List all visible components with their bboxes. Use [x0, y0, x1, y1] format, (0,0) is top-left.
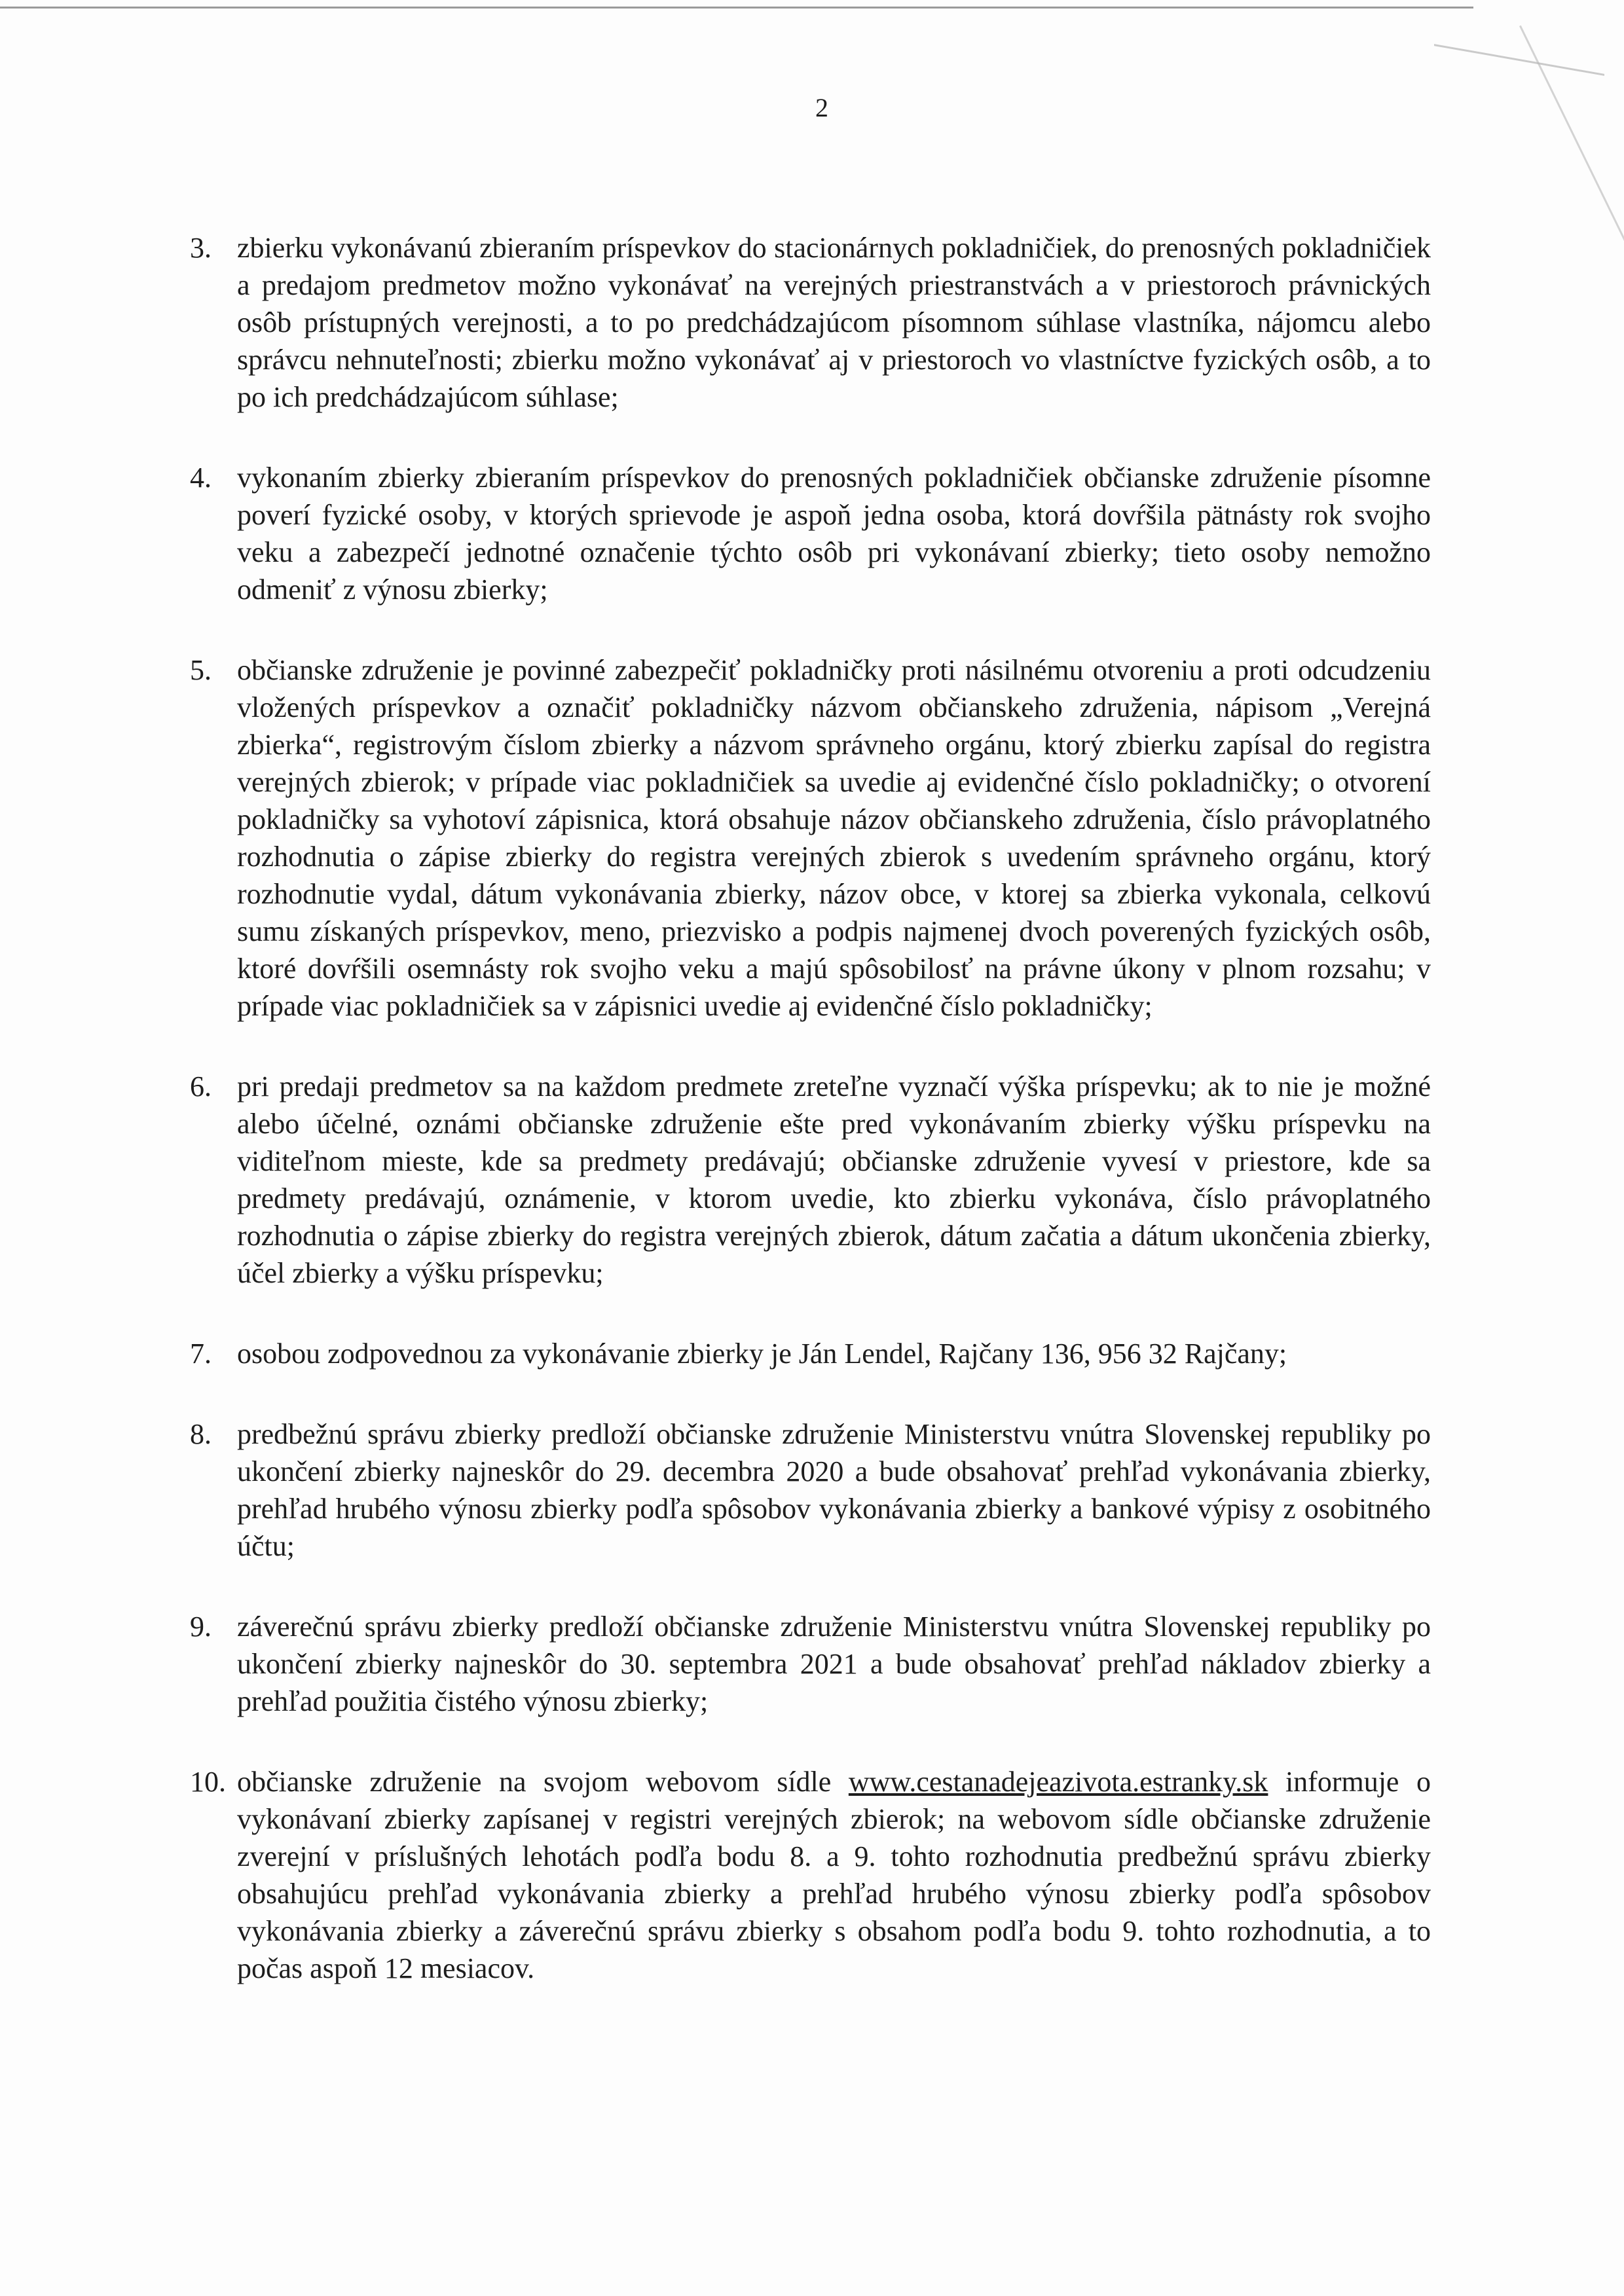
list-item-8: [190, 1415, 1431, 1565]
list-item-9: [190, 1608, 1431, 1720]
list-item-7: [190, 1335, 1431, 1372]
list-item-5: [190, 651, 1431, 1025]
list-item-6: [190, 1068, 1431, 1292]
item-number: 4.: [190, 462, 212, 494]
item-number: 3.: [190, 232, 212, 264]
website-link[interactable]: www.cestanadejeazivota.estranky.sk: [848, 1766, 1268, 1798]
document-body: [190, 229, 1431, 2030]
item-number: 7.: [190, 1338, 212, 1370]
item-text: vykonaním zbierky zbieraním príspevkov do prenosných pokladničiek občianske združenie písomne poverí fyzické osoby, v ktorých sprievode je aspoň jedna osoba, ktorá dovŕšila pätnásty rok svojho veku a zabezpečí jednotné označenie týchto osôb pri vykonávaní zbierky; tieto osoby nemožno odmeniť z výnosu zbierky;: [237, 462, 1431, 606]
item-number: 8.: [190, 1418, 212, 1450]
item-text: zbierku vykonávanú zbieraním príspevkov do stacionárnych pokladničiek, do prenosných pokladničiek a predajom predmetov možno vykonávať na verejných priestranstvách a v priestoroch právnických osôb prístupných verejnosti, a to po predchádzajúcom písomnom súhlase vlastníka, nájomcu alebo správcu nehnuteľnosti; zbierku možno vykonávať aj v priestoroch vo vlastníctve fyzických osôb, a to po ich predchádzajúcom súhlase;: [237, 232, 1431, 413]
scan-top-edge: [0, 7, 1473, 9]
item-number: 10.: [190, 1766, 226, 1798]
item-text: osobou zodpovednou za vykonávanie zbierky je Ján Lendel, Rajčany 136, 956 32 Rajčany;: [237, 1338, 1287, 1370]
page-number: 2: [815, 93, 828, 122]
item-text: predbežnú správu zbierky predloží občianske združenie Ministerstvu vnútra Slovenskej republiky po ukončení zbierky najneskôr do 29. decembra 2020 a bude obsahovať prehľad vykonávania zbierky, prehľad hrubého výnosu zbierky podľa spôsobov vykonávania zbierky a bankové výpisy z osobitného účtu;: [237, 1418, 1431, 1562]
item-text: pri predaji predmetov sa na každom predmete zreteľne vyznačí výška príspevku; ak to nie je možné alebo účelné, oznámi občianske združenie ešte pred vykonávaním zbierky výšku príspevku na viditeľnom mieste, kde sa predmety predávajú; občianske združenie vyvesí v priestore, kde sa predmety predávajú, oznámenie, v ktorom uvedie, kto zbierku vykonáva, číslo právoplatného rozhodnutia o zápise zbierky do registra verejných zbierok, dátum začatia a dátum ukončenia zbierky, účel zbierky a výšku príspevku;: [237, 1070, 1431, 1289]
item-text-after-link: informuje o vykonávaní zbierky zapísanej v registri verejných zbierok; na webovom sídle občianske združenie zverejní v príslušných lehotách podľa bodu 8. a 9. tohto rozhodnutia predbežnú správu zbierky obsahujúcu prehľad vykonávania zbierky a prehľad hrubého výnosu zbierky podľa spôsobov vykonávania zbierky a záverečnú správu zbierky s obsahom podľa bodu 9. tohto rozhodnutia, a to počas aspoň 12 mesiacov.: [237, 1766, 1431, 1984]
item-text-before-link: občianske združenie na svojom webovom sídle: [237, 1766, 849, 1798]
list-item-10: [190, 1763, 1431, 1987]
item-text: občianske združenie je povinné zabezpečiť pokladničky proti násilnému otvoreniu a proti odcudzeniu vložených príspevkov a označiť pokladničky názvom občianskeho združenia, nápisom „Verejná zbierka“, registrovým číslom zbierky a názvom správneho orgánu, ktorý zbierku zapísal do registra verejných zbierok; v prípade viac pokladničiek sa uvedie aj evidenčné číslo pokladničky; o otvorení pokladničky sa vyhotoví zápisnica, ktorá obsahuje názov občianskeho združenia, číslo právoplatného rozhodnutia o zápise zbierky do registra verejných zbierok s uvedením správneho orgánu, ktorý rozhodnutie vydal, dátum vykonávania zbierky, názov obce, v ktorej sa zbierka vykonala, celkovú sumu získaných príspevkov, meno, priezvisko a podpis najmenej dvoch poverených fyzických osôb, ktoré dovŕšili osemnásty rok svojho veku a majú spôsobilosť na právne úkony v plnom rozsahu; v prípade viac pokladničiek sa v zápisnici uvedie aj evidenčné číslo pokladničky;: [237, 654, 1431, 1022]
item-number: 9.: [190, 1611, 212, 1643]
list-item-4: [190, 459, 1431, 608]
scan-corner-fold: [1434, 0, 1604, 76]
item-text: [237, 1763, 1431, 1987]
item-number: 6.: [190, 1070, 212, 1102]
item-text: záverečnú správu zbierky predloží občianske združenie Ministerstvu vnútra Slovenskej republiky po ukončení zbierky najneskôr do 30. septembra 2021 a bude obsahovať prehľad nákladov zbierky a prehľad použitia čistého výnosu zbierky;: [237, 1611, 1431, 1717]
item-number: 5.: [190, 654, 212, 686]
list-item-3: [190, 229, 1431, 416]
